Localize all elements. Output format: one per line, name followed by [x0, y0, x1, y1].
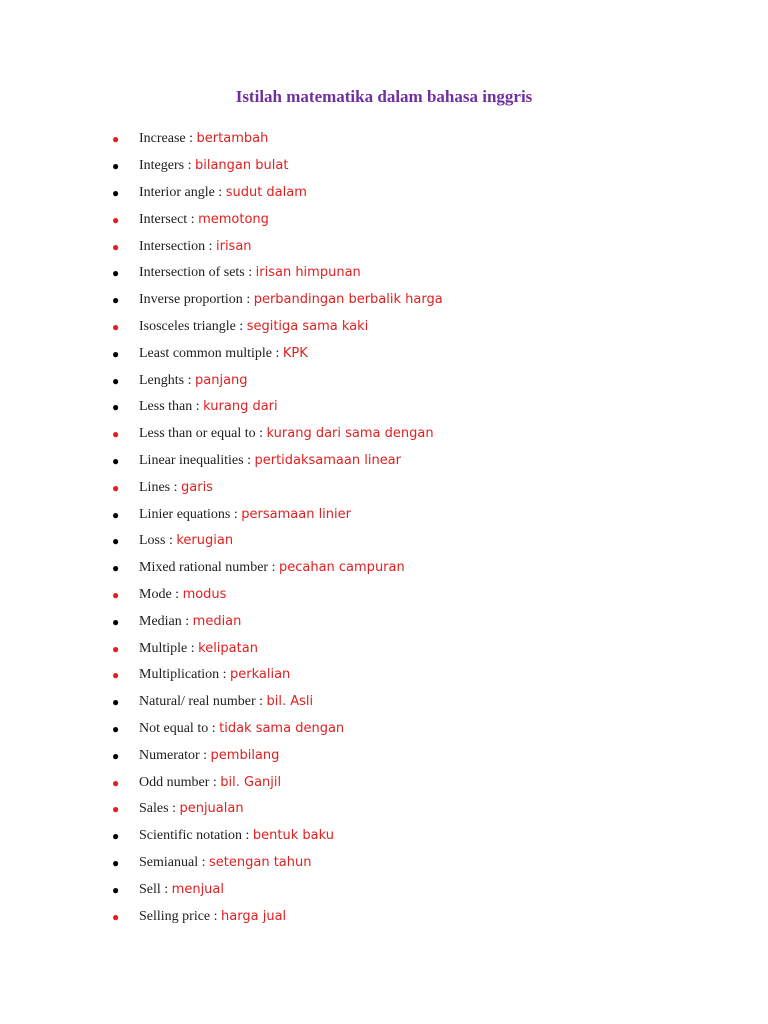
term-separator: :	[208, 720, 220, 736]
bullet-icon: ●	[112, 480, 120, 495]
bullet-icon: ●	[112, 453, 120, 468]
list-item	[112, 314, 443, 341]
term-indonesian: pertidaksamaan linear	[254, 452, 401, 468]
list-item	[112, 287, 443, 314]
term-indonesian: irisan himpunan	[255, 265, 361, 281]
term-indonesian: KPK	[282, 345, 308, 361]
term-indonesian: perkalian	[230, 667, 291, 683]
term-english: Numerator	[139, 747, 200, 763]
bullet-icon: ●	[112, 427, 120, 442]
bullet-icon: ●	[112, 132, 120, 147]
bullet-icon: ●	[112, 695, 120, 710]
term-separator: :	[199, 747, 211, 763]
term-indonesian: bilangan bulat	[194, 158, 289, 174]
bullet-icon: ●	[112, 882, 120, 897]
list-item	[112, 340, 443, 367]
term-indonesian: bentuk baku	[252, 828, 334, 844]
term-separator: :	[255, 426, 267, 442]
list-item	[112, 180, 443, 207]
term-list	[112, 126, 443, 930]
list-item	[112, 260, 443, 287]
term-indonesian: irisan	[215, 238, 252, 254]
term-english: Multiple	[139, 640, 188, 656]
bullet-icon: ●	[112, 909, 120, 924]
term-indonesian: sudut dalam	[225, 184, 307, 200]
term-separator: :	[184, 158, 195, 174]
term-indonesian: pecahan campuran	[278, 560, 405, 576]
term-english: Increase	[139, 131, 186, 147]
bullet-icon: ●	[112, 293, 120, 308]
term-english: Loss	[139, 533, 166, 549]
list-item	[112, 126, 443, 153]
term-english: Interior angle	[139, 184, 215, 200]
term-indonesian: segitiga sama kaki	[246, 318, 369, 334]
list-item	[112, 742, 443, 769]
list-item	[112, 528, 443, 555]
term-indonesian: menjual	[171, 881, 225, 897]
term-separator: :	[205, 238, 216, 254]
document-title: Istilah matematika dalam bahasa inggris	[235, 87, 533, 106]
term-separator: :	[242, 292, 254, 308]
term-separator: :	[230, 506, 242, 522]
term-indonesian: garis	[181, 479, 213, 495]
bullet-icon: ●	[112, 614, 120, 629]
list-item	[112, 474, 443, 501]
bullet-icon: ●	[112, 802, 120, 817]
list-item	[112, 850, 443, 877]
term-english: Lenghts	[139, 372, 185, 388]
term-english: Intersect	[139, 211, 188, 227]
bullet-icon: ●	[112, 668, 120, 683]
term-english: Inverse proportion	[139, 292, 243, 308]
term-separator: :	[255, 694, 267, 710]
term-separator: :	[181, 613, 193, 629]
list-item	[112, 608, 443, 635]
term-separator: :	[165, 533, 177, 549]
term-english: Mode	[139, 586, 172, 602]
bullet-icon: ●	[112, 721, 120, 736]
bullet-icon: ●	[112, 507, 120, 522]
term-separator: :	[243, 452, 255, 468]
term-english: Odd number	[139, 774, 210, 790]
term-english: Not equal to	[139, 720, 209, 736]
bullet-icon: ●	[112, 748, 120, 763]
term-separator: :	[219, 667, 230, 683]
term-separator: :	[168, 801, 180, 817]
bullet-icon: ●	[112, 373, 120, 388]
term-indonesian: bertambah	[196, 131, 269, 147]
bullet-icon: ●	[112, 212, 120, 227]
term-separator: :	[184, 372, 195, 388]
term-english: Mixed rational number	[139, 560, 269, 576]
term-english: Sell	[139, 881, 161, 897]
term-english: Sales	[139, 801, 169, 817]
term-english: Lines	[139, 479, 171, 495]
term-english: Linear inequalities	[139, 452, 244, 468]
term-indonesian: setengan tahun	[209, 854, 312, 870]
term-indonesian: kurang dari sama dengan	[266, 426, 434, 442]
term-separator: :	[198, 854, 209, 870]
list-item	[112, 206, 443, 233]
bullet-icon: ●	[112, 829, 120, 844]
term-separator: :	[192, 399, 204, 415]
term-english: Multiplication	[139, 667, 220, 683]
bullet-icon: ●	[112, 159, 120, 174]
bullet-icon: ●	[112, 346, 120, 361]
bullet-icon: ●	[112, 641, 120, 656]
term-separator: :	[214, 184, 226, 200]
bullet-icon: ●	[112, 775, 120, 790]
bullet-icon: ●	[112, 239, 120, 254]
bullet-icon: ●	[112, 266, 120, 281]
bullet-icon: ●	[112, 319, 120, 334]
list-item	[112, 367, 443, 394]
term-english: Intersection	[139, 238, 206, 254]
list-item	[112, 394, 443, 421]
bullet-icon: ●	[112, 185, 120, 200]
term-english: Semianual	[139, 854, 199, 870]
list-item	[112, 823, 443, 850]
term-english: Less than	[139, 399, 193, 415]
term-separator: :	[271, 345, 283, 361]
list-item	[112, 582, 443, 609]
term-english: Selling price	[139, 908, 211, 924]
list-item	[112, 153, 443, 180]
list-item	[112, 448, 443, 475]
term-indonesian: persamaan linier	[241, 506, 351, 522]
list-item	[112, 555, 443, 582]
list-item	[112, 635, 443, 662]
list-item	[112, 233, 443, 260]
term-separator: :	[235, 318, 247, 334]
bullet-icon: ●	[112, 561, 120, 576]
term-separator: :	[187, 211, 199, 227]
list-item	[112, 876, 443, 903]
term-english: Linier equations	[139, 506, 231, 522]
term-english: Intersection of sets	[139, 265, 245, 281]
term-separator: :	[170, 479, 181, 495]
term-indonesian: kurang dari	[203, 399, 278, 415]
term-english: Isosceles triangle	[139, 318, 236, 334]
term-indonesian: penjualan	[179, 801, 244, 817]
term-separator: :	[210, 908, 222, 924]
term-english: Median	[139, 613, 182, 629]
list-item	[112, 796, 443, 823]
term-indonesian: bil. Ganjil	[220, 774, 282, 790]
term-indonesian: harga jual	[221, 908, 287, 924]
bullet-icon: ●	[112, 400, 120, 415]
term-separator: :	[187, 640, 199, 656]
term-separator: :	[242, 828, 253, 844]
term-english: Natural/ real number	[139, 694, 256, 710]
list-item	[112, 769, 443, 796]
term-indonesian: modus	[182, 586, 227, 602]
term-english: Scientific notation	[139, 828, 243, 844]
term-indonesian: perbandingan berbalik harga	[253, 292, 443, 308]
bullet-icon: ●	[112, 534, 120, 549]
bullet-icon: ●	[112, 587, 120, 602]
term-english: Less than or equal to	[139, 426, 256, 442]
list-item	[112, 421, 443, 448]
list-item	[112, 689, 443, 716]
term-indonesian: bil. Asli	[266, 694, 314, 710]
term-indonesian: median	[192, 613, 242, 629]
term-separator: :	[244, 265, 256, 281]
term-separator: :	[160, 881, 172, 897]
term-indonesian: memotong	[198, 211, 269, 227]
term-indonesian: panjang	[195, 372, 248, 388]
term-indonesian: kelipatan	[198, 640, 258, 656]
list-item	[112, 903, 443, 930]
bullet-icon: ●	[112, 855, 120, 870]
term-indonesian: kerugian	[176, 533, 234, 549]
term-separator: :	[268, 560, 279, 576]
term-indonesian: tidak sama dengan	[219, 720, 345, 736]
term-english: Integers	[139, 158, 185, 174]
list-item	[112, 662, 443, 689]
list-item	[112, 501, 443, 528]
term-indonesian: pembilang	[210, 747, 280, 763]
term-separator: :	[185, 131, 197, 147]
term-english: Least common multiple	[139, 345, 272, 361]
list-item	[112, 716, 443, 743]
term-separator: :	[209, 774, 221, 790]
term-separator: :	[171, 586, 183, 602]
